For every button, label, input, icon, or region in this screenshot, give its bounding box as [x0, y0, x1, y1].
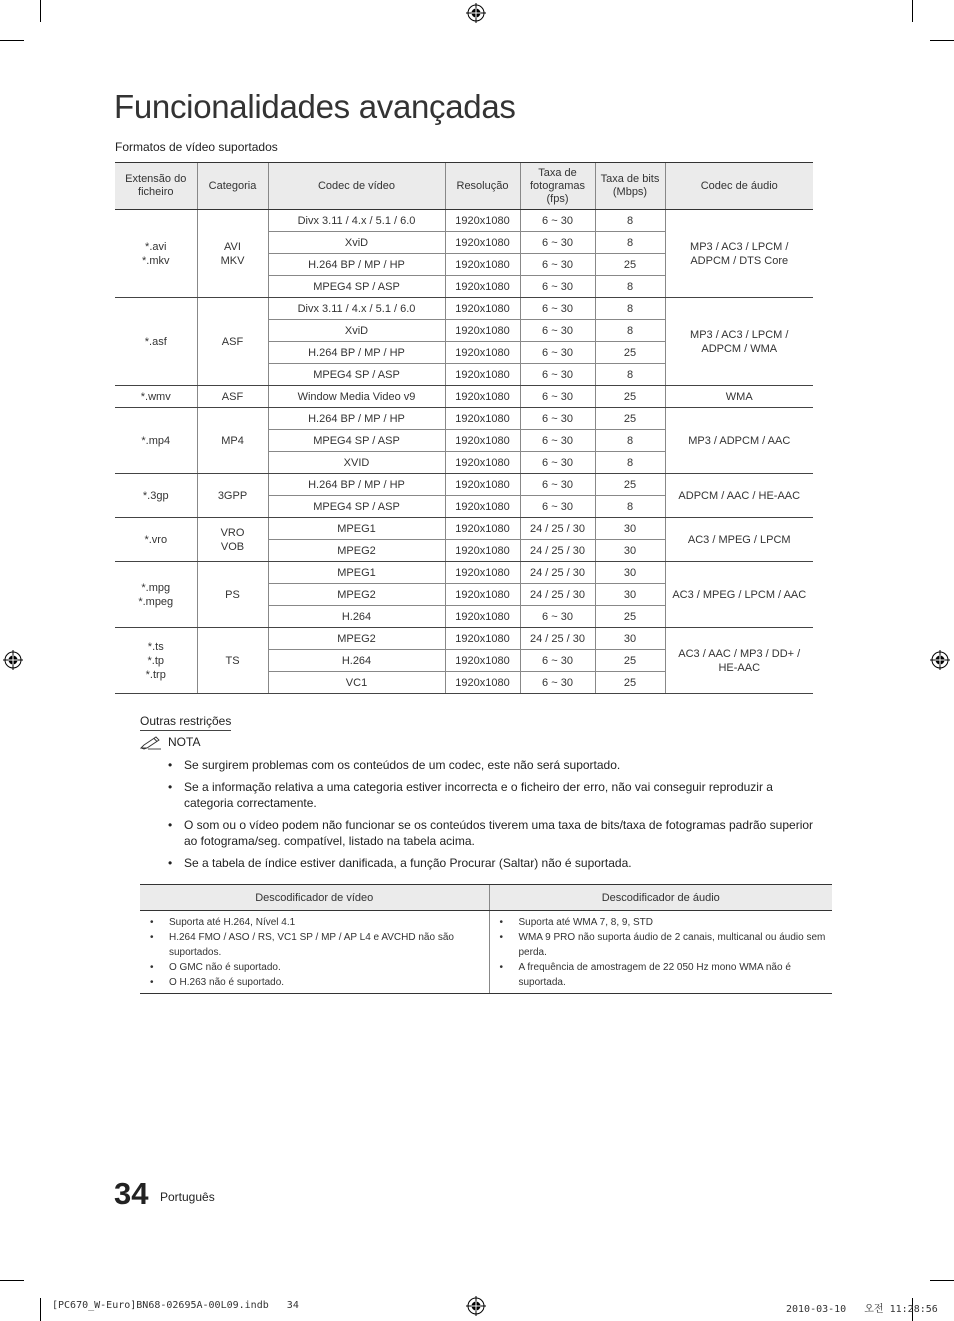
resolution-cell: 1920x1080 [445, 584, 520, 606]
table-header-row [140, 885, 832, 911]
bitrate-cell: 30 [595, 518, 665, 540]
extension-cell: *.ts *.tp *.trp [115, 628, 197, 694]
bitrate-cell: 8 [595, 320, 665, 342]
framerate-cell: 24 / 25 / 30 [520, 584, 595, 606]
video-codec-cell: MPEG2 [268, 540, 445, 562]
resolution-cell: 1920x1080 [445, 628, 520, 650]
video-codec-cell: XVID [268, 452, 445, 474]
bitrate-cell: 25 [595, 386, 665, 408]
column-header: Codec de vídeo [268, 163, 445, 210]
resolution-cell: 1920x1080 [445, 254, 520, 276]
table-row [115, 210, 813, 232]
note-header [140, 735, 200, 750]
audio-codec-cell: WMA [665, 386, 813, 408]
table-body [115, 210, 813, 694]
resolution-cell: 1920x1080 [445, 364, 520, 386]
category-cell: ASF [197, 386, 268, 408]
framerate-cell: 24 / 25 / 30 [520, 562, 595, 584]
print-file-info: [PC670_W-Euro]BN68-02695A-00L09.indb 34 [52, 1300, 299, 1311]
column-header: Extensão do ficheiro [115, 163, 197, 210]
resolution-cell: 1920x1080 [445, 232, 520, 254]
restrictions-heading: Outras restrições [140, 714, 231, 731]
video-codec-cell: MPEG1 [268, 518, 445, 540]
bitrate-cell: 8 [595, 232, 665, 254]
resolution-cell: 1920x1080 [445, 298, 520, 320]
bitrate-cell: 25 [595, 672, 665, 694]
framerate-cell: 6 ~ 30 [520, 650, 595, 672]
list-item: • Se a informação relativa a uma categoria estiver incorrecta e o ficheiro der erro, não vai conseguir reproduzir a categoria correctamente. [165, 779, 825, 811]
resolution-cell: 1920x1080 [445, 518, 520, 540]
extension-cell: *.mp4 [115, 408, 197, 474]
list-item: • Se a tabela de índice estiver danificada, a função Procurar (Saltar) não é suportada. [165, 855, 825, 871]
category-cell: MP4 [197, 408, 268, 474]
crop-mark [40, 1298, 41, 1321]
extension-cell: *.vro [115, 518, 197, 562]
video-codec-cell: H.264 BP / MP / HP [268, 408, 445, 430]
table-row [115, 562, 813, 584]
video-decoder-cell [140, 911, 489, 994]
framerate-cell: 6 ~ 30 [520, 672, 595, 694]
page-title: Funcionalidades avançadas [114, 88, 516, 125]
bitrate-cell: 30 [595, 584, 665, 606]
audio-decoder-cell [489, 911, 832, 994]
bitrate-cell: 8 [595, 496, 665, 518]
list-item: • Suporta até H.264, Nível 4.1 [146, 915, 483, 930]
column-header: Descodificador de áudio [489, 885, 832, 911]
list-item: • A frequência de amostragem de 22 050 Hz mono WMA não é suportada. [496, 960, 827, 990]
crop-mark [0, 40, 24, 41]
video-codec-cell: MPEG1 [268, 562, 445, 584]
bitrate-cell: 8 [595, 210, 665, 232]
bitrate-cell: 25 [595, 474, 665, 496]
video-codec-cell: MPEG4 SP / ASP [268, 430, 445, 452]
extension-cell: *.asf [115, 298, 197, 386]
registration-mark-icon [466, 1296, 486, 1316]
category-cell: 3GPP [197, 474, 268, 518]
video-codec-cell: XviD [268, 320, 445, 342]
bitrate-cell: 8 [595, 452, 665, 474]
table-row [140, 911, 832, 994]
resolution-cell: 1920x1080 [445, 452, 520, 474]
table-row [115, 386, 813, 408]
resolution-cell: 1920x1080 [445, 650, 520, 672]
resolution-cell: 1920x1080 [445, 408, 520, 430]
column-header: Taxa de bits (Mbps) [595, 163, 665, 210]
bitrate-cell: 25 [595, 342, 665, 364]
table-row [115, 518, 813, 540]
resolution-cell: 1920x1080 [445, 606, 520, 628]
column-header: Categoria [197, 163, 268, 210]
column-header: Descodificador de vídeo [140, 885, 489, 911]
list-item: • H.264 FMO / ASO / RS, VC1 SP / MP / AP L4 e AVCHD não são suportados. [146, 930, 483, 960]
video-codec-cell: MPEG2 [268, 584, 445, 606]
bitrate-cell: 30 [595, 562, 665, 584]
resolution-cell: 1920x1080 [445, 276, 520, 298]
framerate-cell: 6 ~ 30 [520, 474, 595, 496]
decoder-table [140, 884, 832, 994]
audio-codec-cell: MP3 / AC3 / LPCM / ADPCM / DTS Core [665, 210, 813, 298]
table-row [115, 298, 813, 320]
list-item: • Suporta até WMA 7, 8, 9, STD [496, 915, 827, 930]
crop-mark [930, 1280, 954, 1281]
bitrate-cell: 30 [595, 540, 665, 562]
resolution-cell: 1920x1080 [445, 562, 520, 584]
crop-mark [930, 40, 954, 41]
registration-mark-icon [3, 650, 23, 670]
extension-cell: *.mpg *.mpeg [115, 562, 197, 628]
video-codec-cell: MPEG4 SP / ASP [268, 364, 445, 386]
video-codec-cell: H.264 [268, 650, 445, 672]
note-label: NOTA [168, 735, 201, 749]
bitrate-cell: 25 [595, 254, 665, 276]
list-item: • O som ou o vídeo podem não funcionar se os conteúdos tiverem uma taxa de bits/taxa de fotogramas padrão superior ao fotograma/seg. compatível, listado na tabela acima. [165, 817, 825, 849]
framerate-cell: 6 ~ 30 [520, 606, 595, 628]
framerate-cell: 24 / 25 / 30 [520, 628, 595, 650]
framerate-cell: 6 ~ 30 [520, 496, 595, 518]
framerate-cell: 24 / 25 / 30 [520, 518, 595, 540]
framerate-cell: 6 ~ 30 [520, 342, 595, 364]
extension-cell: *.wmv [115, 386, 197, 408]
video-codec-cell: Divx 3.11 / 4.x / 5.1 / 6.0 [268, 298, 445, 320]
column-header: Taxa de fotogramas (fps) [520, 163, 595, 210]
bitrate-cell: 30 [595, 628, 665, 650]
table-row [115, 628, 813, 650]
video-codec-cell: MPEG2 [268, 628, 445, 650]
video-codec-cell: H.264 BP / MP / HP [268, 474, 445, 496]
notes-list [165, 757, 825, 877]
bitrate-cell: 8 [595, 276, 665, 298]
crop-mark [40, 0, 41, 22]
bitrate-cell: 25 [595, 408, 665, 430]
video-codec-cell: VC1 [268, 672, 445, 694]
framerate-cell: 6 ~ 30 [520, 386, 595, 408]
framerate-cell: 6 ~ 30 [520, 364, 595, 386]
resolution-cell: 1920x1080 [445, 430, 520, 452]
crop-mark [912, 0, 913, 22]
crop-mark [0, 1280, 24, 1281]
video-codec-cell: H.264 BP / MP / HP [268, 254, 445, 276]
framerate-cell: 6 ~ 30 [520, 232, 595, 254]
framerate-cell: 6 ~ 30 [520, 254, 595, 276]
category-cell: PS [197, 562, 268, 628]
registration-mark-icon [930, 650, 950, 670]
bitrate-cell: 25 [595, 606, 665, 628]
video-codec-cell: MPEG4 SP / ASP [268, 496, 445, 518]
video-codec-cell: Window Media Video v9 [268, 386, 445, 408]
framerate-cell: 6 ~ 30 [520, 320, 595, 342]
page-number: 34 [114, 1176, 149, 1211]
extension-cell: *.3gp [115, 474, 197, 518]
video-codec-cell: Divx 3.11 / 4.x / 5.1 / 6.0 [268, 210, 445, 232]
bitrate-cell: 8 [595, 430, 665, 452]
pencil-note-icon [140, 736, 162, 750]
category-cell: ASF [197, 298, 268, 386]
framerate-cell: 6 ~ 30 [520, 210, 595, 232]
category-cell: AVI MKV [197, 210, 268, 298]
table-row [115, 474, 813, 496]
list-item: • O GMC não é suportado. [146, 960, 483, 975]
resolution-cell: 1920x1080 [445, 474, 520, 496]
table-header-row [115, 163, 813, 210]
page-language: Português [160, 1190, 215, 1204]
category-cell: TS [197, 628, 268, 694]
video-codec-cell: XviD [268, 232, 445, 254]
video-codec-cell: H.264 [268, 606, 445, 628]
column-header: Codec de áudio [665, 163, 813, 210]
resolution-cell: 1920x1080 [445, 496, 520, 518]
audio-codec-cell: AC3 / AAC / MP3 / DD+ / HE-AAC [665, 628, 813, 694]
list-item: • O H.263 não é suportado. [146, 975, 483, 990]
audio-codec-cell: AC3 / MPEG / LPCM / AAC [665, 562, 813, 628]
registration-mark-icon [466, 3, 486, 23]
audio-codec-cell: ADPCM / AAC / HE-AAC [665, 474, 813, 518]
video-codec-cell: H.264 BP / MP / HP [268, 342, 445, 364]
framerate-cell: 6 ~ 30 [520, 276, 595, 298]
framerate-cell: 6 ~ 30 [520, 298, 595, 320]
resolution-cell: 1920x1080 [445, 672, 520, 694]
resolution-cell: 1920x1080 [445, 342, 520, 364]
video-codec-cell: MPEG4 SP / ASP [268, 276, 445, 298]
bitrate-cell: 8 [595, 298, 665, 320]
bitrate-cell: 25 [595, 650, 665, 672]
audio-codec-cell: MP3 / AC3 / LPCM / ADPCM / WMA [665, 298, 813, 386]
bitrate-cell: 8 [595, 364, 665, 386]
list-item: • Se surgirem problemas com os conteúdos de um codec, este não será suportado. [165, 757, 825, 773]
resolution-cell: 1920x1080 [445, 386, 520, 408]
framerate-cell: 6 ~ 30 [520, 430, 595, 452]
resolution-cell: 1920x1080 [445, 540, 520, 562]
list-item: • WMA 9 PRO não suporta áudio de 2 canais, multicanal ou áudio sem perda. [496, 930, 827, 960]
framerate-cell: 24 / 25 / 30 [520, 540, 595, 562]
print-timestamp: 2010-03-10 오전 11:28:56 [786, 1304, 938, 1315]
resolution-cell: 1920x1080 [445, 210, 520, 232]
extension-cell: *.avi *.mkv [115, 210, 197, 298]
section-subtitle: Formatos de vídeo suportados [115, 140, 278, 154]
column-header: Resolução [445, 163, 520, 210]
table-row [115, 408, 813, 430]
audio-codec-cell: MP3 / ADPCM / AAC [665, 408, 813, 474]
framerate-cell: 6 ~ 30 [520, 408, 595, 430]
video-formats-table [115, 162, 813, 694]
audio-codec-cell: AC3 / MPEG / LPCM [665, 518, 813, 562]
framerate-cell: 6 ~ 30 [520, 452, 595, 474]
category-cell: VRO VOB [197, 518, 268, 562]
resolution-cell: 1920x1080 [445, 320, 520, 342]
